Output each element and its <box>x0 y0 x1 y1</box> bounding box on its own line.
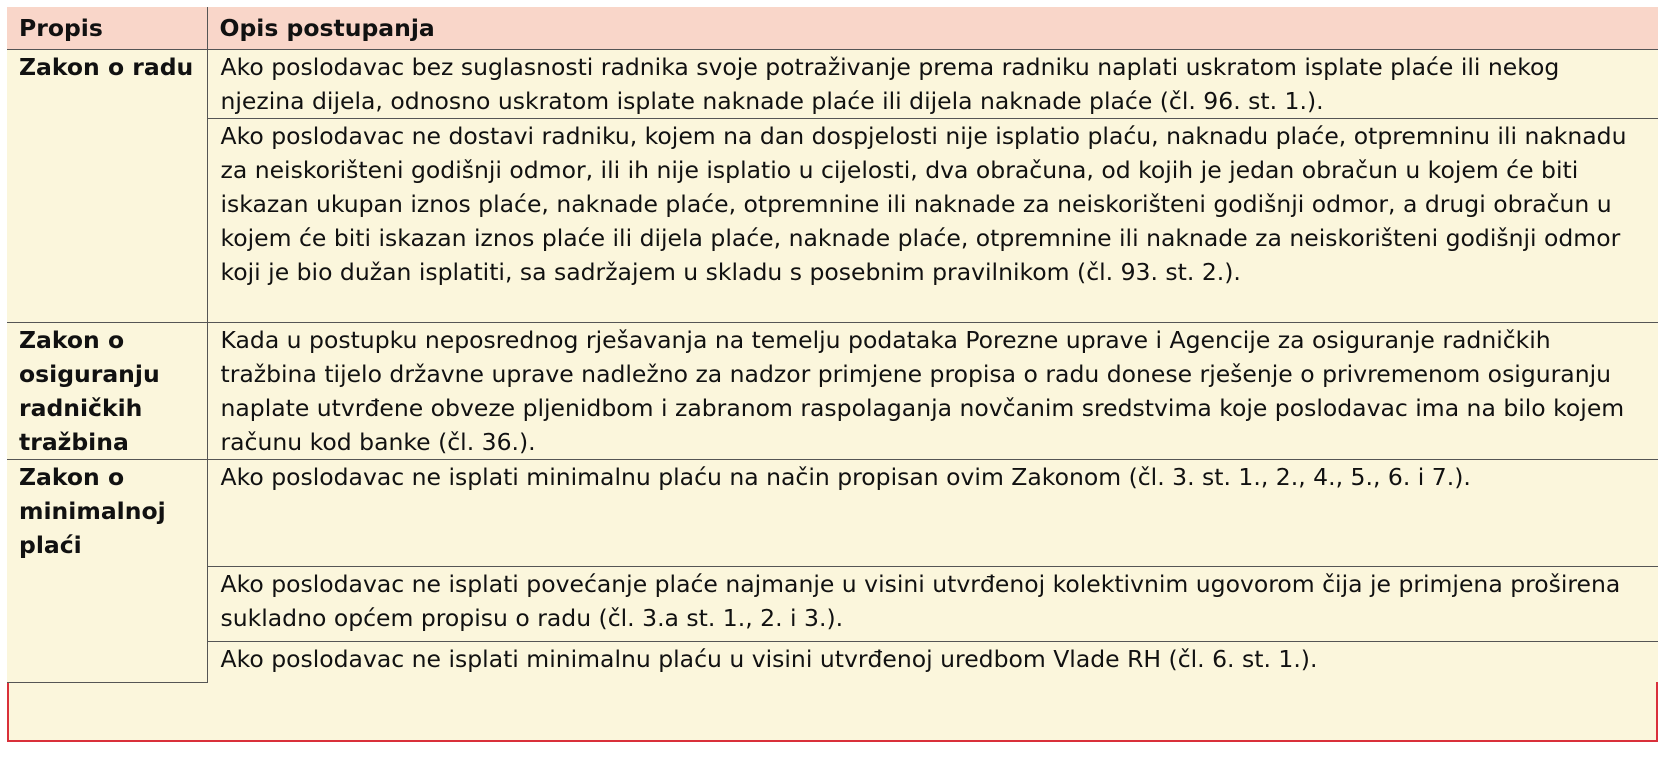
law-zakon-o-osiguranju-radnickih-trazbina: Zakon o osiguranju radničkih tražbina <box>7 322 207 459</box>
regulations-table <box>7 7 1658 683</box>
header-description: Opis postupanja <box>207 7 1658 49</box>
table-row <box>7 118 1658 322</box>
table-row <box>7 641 1658 682</box>
description-cell: Ako poslodavac ne isplati minimalnu plaću na način propisan ovim Zakonom (čl. 3. st. 1., 2., 4., 5., 6. i 7.). <box>207 459 1658 566</box>
description-cell: Ako poslodavac ne dostavi radniku, kojem na dan dospjelosti nije isplatio plaću, naknadu plaće, otpremninu ili naknadu za neiskorišteni godišnji odmor, ili ih nije isplatio u cijelosti, dva obračuna, od kojih je jedan obračun u kojem će biti iskazan ukupan iznos plaće, naknade plaće, otpremnine ili naknade za neiskorišteni godišnji odmor, a drugi obračun u kojem će biti iskazan iznos plaće ili dijela plaće, naknade plaće, otpremnine ili naknade za neiskorišteni godišnji odmor koji je bio dužan isplatiti, sa sadržajem u skladu s posebnim pravilnikom (čl. 93. st. 2.). <box>207 118 1658 322</box>
table-row <box>7 322 1658 459</box>
table-row <box>7 49 1658 118</box>
description-cell: Ako poslodavac ne isplati povećanje plaće najmanje u visini utvrđenoj kolektivnim ugovorom čija je primjena proširena sukladno općem propisu o radu (čl. 3.a st. 1., 2. i 3.). <box>207 566 1658 641</box>
description-cell: Kada u postupku neposrednog rješavanja na temelju podataka Porezne uprave i Agencije za osiguranje radničkih tražbina tijelo državne uprave nadležno za nadzor primjene propisa o radu donese rješenje o privremenom osiguranju naplate utvrđene obveze pljenidbom i zabranom raspolaganja novčanim sredstvima koje poslodavac ima na bilo kojem računu kod banke (čl. 36.). <box>207 322 1658 459</box>
table-header-row <box>7 7 1658 49</box>
header-regulation: Propis <box>7 7 207 49</box>
table-row <box>7 566 1658 641</box>
law-zakon-o-radu: Zakon o radu <box>7 49 207 322</box>
law-zakon-o-minimalnoj-placi: Zakon o minimalnoj plaći <box>7 459 207 682</box>
description-cell: Ako poslodavac ne isplati minimalnu plaću u visini utvrđenoj uredbom Vlade RH (čl. 6. st. 1.). <box>207 641 1658 682</box>
table-row <box>7 459 1658 566</box>
description-cell: Ako poslodavac bez suglasnosti radnika svoje potraživanje prema radniku naplati uskratom isplate plaće ili nekog njezina dijela, odnosno uskratom isplate naknade plaće ili dijela naknade plaće (čl. 96. st. 1.). <box>207 49 1658 118</box>
